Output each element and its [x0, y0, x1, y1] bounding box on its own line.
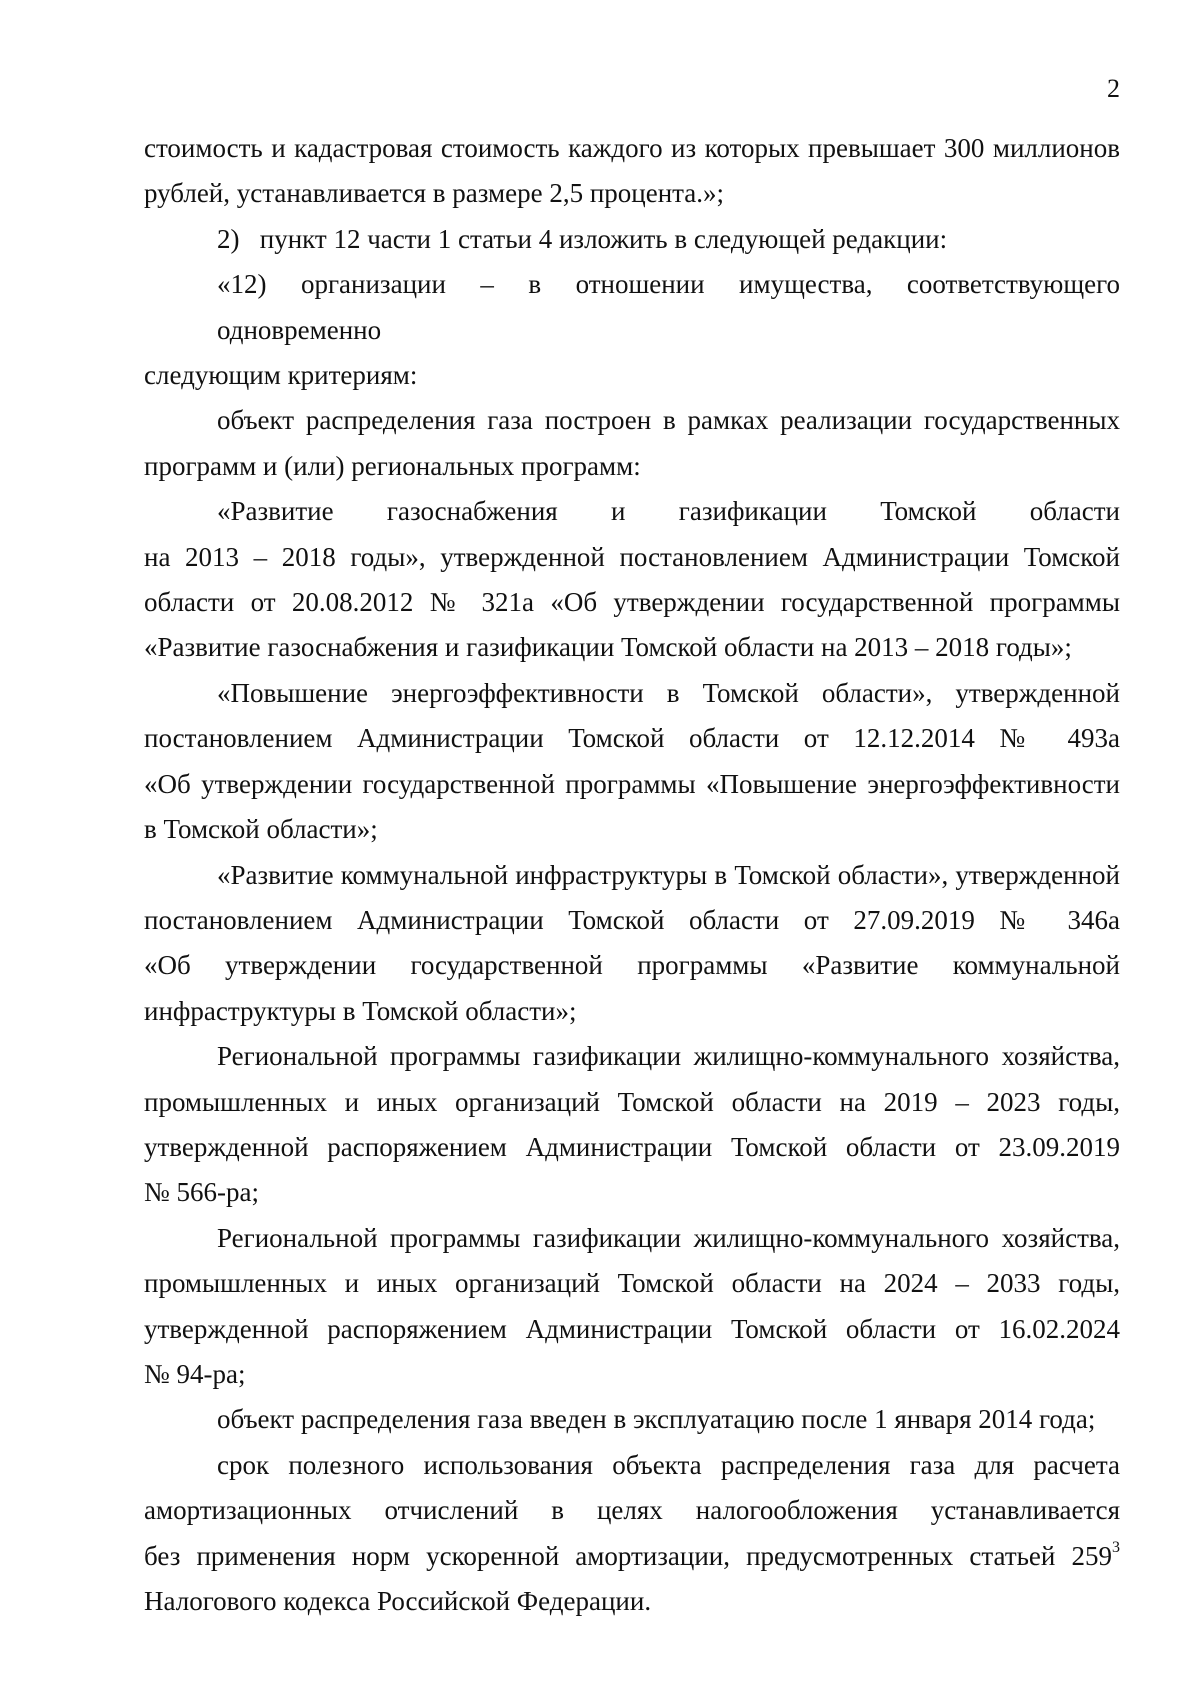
text-fragment: без применения норм ускоренной амортизации, предусмотренных статьей 259: [144, 1540, 1112, 1571]
paragraph-program-communal-infrastructure: [144, 853, 1120, 1035]
text-line: промышленных и иных организаций Томской области на 2024 – 2033 годы,: [144, 1268, 1120, 1299]
text-line: утвержденной распоряжением Администрации Томской области от 23.09.2019: [144, 1131, 1120, 1162]
text-line: 2) пункт 12 части 1 статьи 4 изложить в следующей редакции:: [217, 223, 948, 254]
text-line: Региональной программы газификации жилищно-коммунального хозяйства,: [217, 1041, 1120, 1072]
text-line: № 566-ра;: [144, 1177, 259, 1208]
text-line: в Томской области»;: [144, 814, 378, 845]
text-line: постановлением Администрации Томской области от 12.12.2014 № 493а: [144, 723, 1120, 754]
text-line: «Повышение энергоэффективности в Томской области», утвержденной: [217, 677, 1120, 708]
text-line: Региональной программы газификации жилищно-коммунального хозяйства,: [217, 1222, 1120, 1253]
paragraph-criterion-1: [144, 398, 1120, 489]
text-line: инфраструктуры в Томской области»;: [144, 995, 577, 1026]
text-line: объект распределения газа введен в эксплуатацию после 1 января 2014 года;: [217, 1404, 1096, 1435]
paragraph-criterion-2: [144, 1397, 1120, 1442]
text-line: № 94-ра;: [144, 1358, 246, 1389]
text-line: «Развитие газоснабжения и газификации Томской области на 2013 – 2018 годы»;: [144, 632, 1072, 663]
text-line: на 2013 – 2018 годы», утвержденной постановлением Администрации Томской: [144, 541, 1120, 572]
paragraph-program-gas-supply: [144, 489, 1120, 671]
paragraph-regional-program-2019: [144, 1034, 1120, 1216]
paragraph-program-energy-efficiency: [144, 671, 1120, 853]
superscript: 3: [1112, 1538, 1120, 1556]
text-line: «12) организации – в отношении имущества, соответствующего одновременно: [217, 269, 1120, 345]
page-number: 2: [1107, 74, 1120, 103]
text-line: [144, 1534, 1120, 1579]
text-line: объект распределения газа построен в рамках реализации государственных: [217, 405, 1120, 436]
document-body: [144, 126, 1120, 1624]
text-line: постановлением Администрации Томской области от 27.09.2019 № 346а: [144, 904, 1120, 935]
text-line: Налогового кодекса Российской Федерации.: [144, 1586, 652, 1616]
paragraph-item-2: [144, 217, 1120, 262]
paragraph-regional-program-2024: [144, 1216, 1120, 1398]
paragraph-criterion-3: [144, 1443, 1120, 1625]
paragraph-continuation: [144, 126, 1120, 217]
text-line: области от 20.08.2012 № 321а «Об утверждении государственной программы: [144, 587, 1120, 618]
text-line: «Развитие газоснабжения и газификации Томской области: [217, 496, 1120, 527]
text-line: «Развитие коммунальной инфраструктуры в Томской области», утвержденной: [217, 859, 1120, 890]
paragraph-item-12: [144, 262, 1120, 398]
text-line: утвержденной распоряжением Администрации Томской области от 16.02.2024: [144, 1313, 1120, 1344]
text-line: следующим критериям:: [144, 360, 418, 391]
text-line: амортизационных отчислений в целях налогообложения устанавливается: [144, 1495, 1120, 1526]
text-line: стоимость и кадастровая стоимость каждого из которых превышает 300 миллионов: [144, 133, 1120, 163]
text-line: программ и (или) региональных программ:: [144, 450, 641, 481]
text-line: рублей, устанавливается в размере 2,5 процента.»;: [144, 178, 725, 209]
text-line: срок полезного использования объекта распределения газа для расчета: [217, 1449, 1120, 1480]
text-line: «Об утверждении государственной программы «Повышение энергоэффективности: [144, 768, 1120, 799]
text-line: промышленных и иных организаций Томской области на 2019 – 2023 годы,: [144, 1086, 1120, 1117]
text-line: «Об утверждении государственной программы «Развитие коммунальной: [144, 950, 1120, 981]
